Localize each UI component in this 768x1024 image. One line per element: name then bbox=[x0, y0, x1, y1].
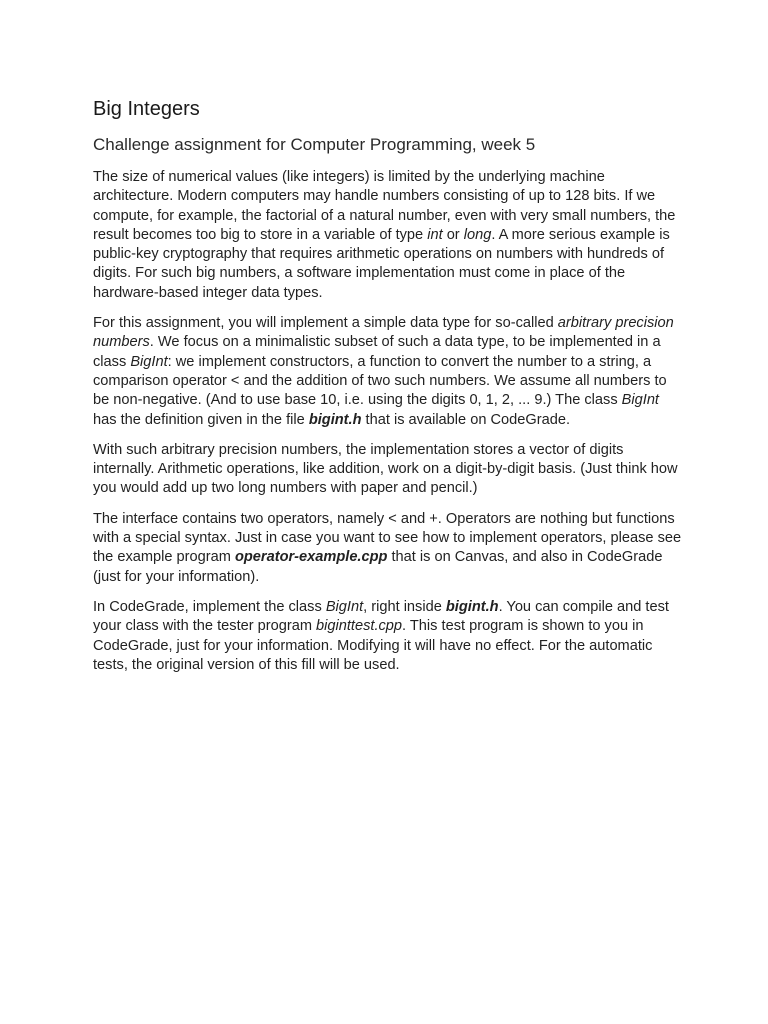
file-name-bigint-h-2: bigint.h bbox=[445, 598, 499, 615]
paragraph-intro bbox=[93, 168, 683, 303]
paragraph-codegrade-text-c: , right inside bbox=[363, 598, 446, 615]
paragraph-assignment bbox=[93, 314, 683, 430]
document-page bbox=[93, 96, 683, 686]
paragraph-assignment-text-i: that is available on CodeGrade. bbox=[361, 411, 570, 428]
paragraph-interface-text-a: The interface contains two operators, namely < and +. Operators are nothing but functions with a special syntax. Just in case you want to see how to implement operators, please see the example program bbox=[93, 510, 682, 566]
class-name-bigint-3: BigInt bbox=[325, 598, 364, 615]
code-term-long: long bbox=[463, 226, 492, 243]
paragraph-codegrade-text-a: In CodeGrade, implement the class bbox=[93, 598, 326, 615]
paragraph-assignment-text-g: has the definition given in the file bbox=[93, 411, 309, 428]
code-term-int: int bbox=[427, 226, 443, 243]
paragraph-codegrade-text-e: . You can compile and test your class with the tester program bbox=[93, 598, 669, 635]
page-subtitle: Challenge assignment for Computer Programming, week 5 bbox=[93, 135, 536, 154]
paragraph-codegrade-text-g: . This test program is shown to you in CodeGrade, just for your information. Modifying it will have no effect. For the automatic tests, the original version of this fill will be used. bbox=[93, 618, 653, 673]
paragraph-assignment-text-a: For this assignment, you will implement a simple data type for so-called bbox=[93, 315, 558, 332]
paragraph-implementation: With such arbitrary precision numbers, the implementation stores a vector of digits internally. Arithmetic operations, like addition, work on a digit-by-digit basis. (Just think how you would add up two long numbers with paper and pencil.) bbox=[93, 441, 678, 497]
page-title: Big Integers bbox=[93, 98, 200, 120]
file-name-biginttest: biginttest.cpp bbox=[316, 618, 403, 635]
paragraph-codegrade bbox=[93, 598, 683, 675]
term-arbitrary-precision: arbitrary precision numbers bbox=[93, 315, 674, 351]
class-name-bigint-2: BigInt bbox=[621, 392, 659, 409]
paragraph-intro-text-e: . A more serious example is public-key cryptography that requires arithmetic operations on numbers with hundreds of digits. For such big numbers, a software implementation must come in place of the hardware-based integer data types. bbox=[93, 226, 670, 301]
paragraph-assignment-text-c: . We focus on a minimalistic subset of such a data type, to be implemented in a class bbox=[93, 334, 661, 370]
class-name-bigint: BigInt bbox=[130, 353, 168, 370]
file-name-operator-example: operator-example.cpp bbox=[234, 549, 388, 566]
paragraph-intro-text-c: or bbox=[442, 226, 464, 243]
paragraph-assignment-text-e: : we implement constructors, a function to convert the number to a string, a comparison operator < and the addition of two such numbers. We assume all numbers to be non-negative. (And to use base 10, i.e. using the digits 0, 1, 2, ... 9.) The class bbox=[93, 353, 667, 409]
paragraph-interface bbox=[93, 510, 683, 587]
file-name-bigint-h: bigint.h bbox=[308, 411, 362, 428]
paragraph-interface-text-c: that is on Canvas, and also in CodeGrade (just for your information). bbox=[93, 549, 663, 585]
paragraph-intro-text-a: The size of numerical values (like integers) is limited by the underlying machine architecture. Modern computers may handle numbers consisting of up to 128 bits. If we compute, for example, the factorial of a natural number, even with very small numbers, the result becomes too big to store in a variable of type bbox=[93, 169, 676, 243]
